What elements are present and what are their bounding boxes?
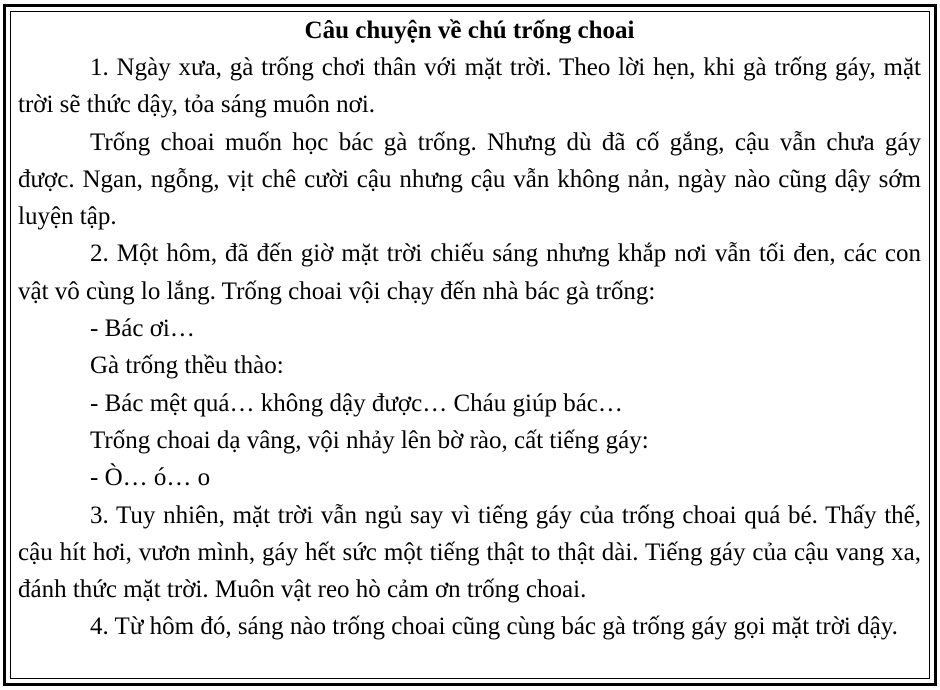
paragraph-1: 1. Ngày xưa, gà trống chơi thân với mặt trời. Theo lời hẹn, khi gà trống gáy, mặt trời sẽ thức dậy, tỏa sáng muôn nơi.	[18, 54, 921, 119]
dialogue-line-1: - Bác ơi…	[90, 315, 195, 343]
story-title: Câu chuyện về chú trống choai	[304, 17, 635, 44]
dialogue-line-2: - Bác mệt quá… không dậy được… Cháu giúp bác…	[90, 389, 623, 417]
dialogue-line-3: - Ò… ó… o	[90, 464, 211, 492]
narration-line-2: Trống choai dạ vâng, vội nhảy lên bờ rào, cất tiếng gáy:	[90, 426, 649, 454]
paragraph-3: 2. Một hôm, đã đến giờ mặt trời chiếu sáng nhưng khắp nơi vẫn tối đen, các con vật vô cùng lo lắng. Trống choai vội chạy đến nhà bác gà trống:	[18, 240, 921, 305]
story-document	[18, 12, 921, 646]
paragraph-4: 3. Tuy nhiên, mặt trời vẫn ngủ say vì tiếng gáy của trống choai quá bé. Thấy thế, cậu hít hơi, vươn mình, gáy hết sức một tiếng thật to thật dài. Tiếng gáy của cậu vang xa, đánh thức mặt trời. Muôn vật reo hò cảm ơn trống choai.	[18, 501, 921, 604]
narration-line-1: Gà trống thều thào:	[90, 352, 284, 380]
paragraph-2: Trống choai muốn học bác gà trống. Nhưng dù đã cố gắng, cậu vẫn chưa gáy được. Ngan, ngỗng, vịt chê cười cậu nhưng cậu vẫn không nản, ngày nào cũng dậy sớm luyện tập.	[18, 128, 921, 231]
paragraph-5: 4. Từ hôm đó, sáng nào trống choai cũng cùng bác gà trống gáy gọi mặt trời dậy.	[90, 613, 898, 641]
